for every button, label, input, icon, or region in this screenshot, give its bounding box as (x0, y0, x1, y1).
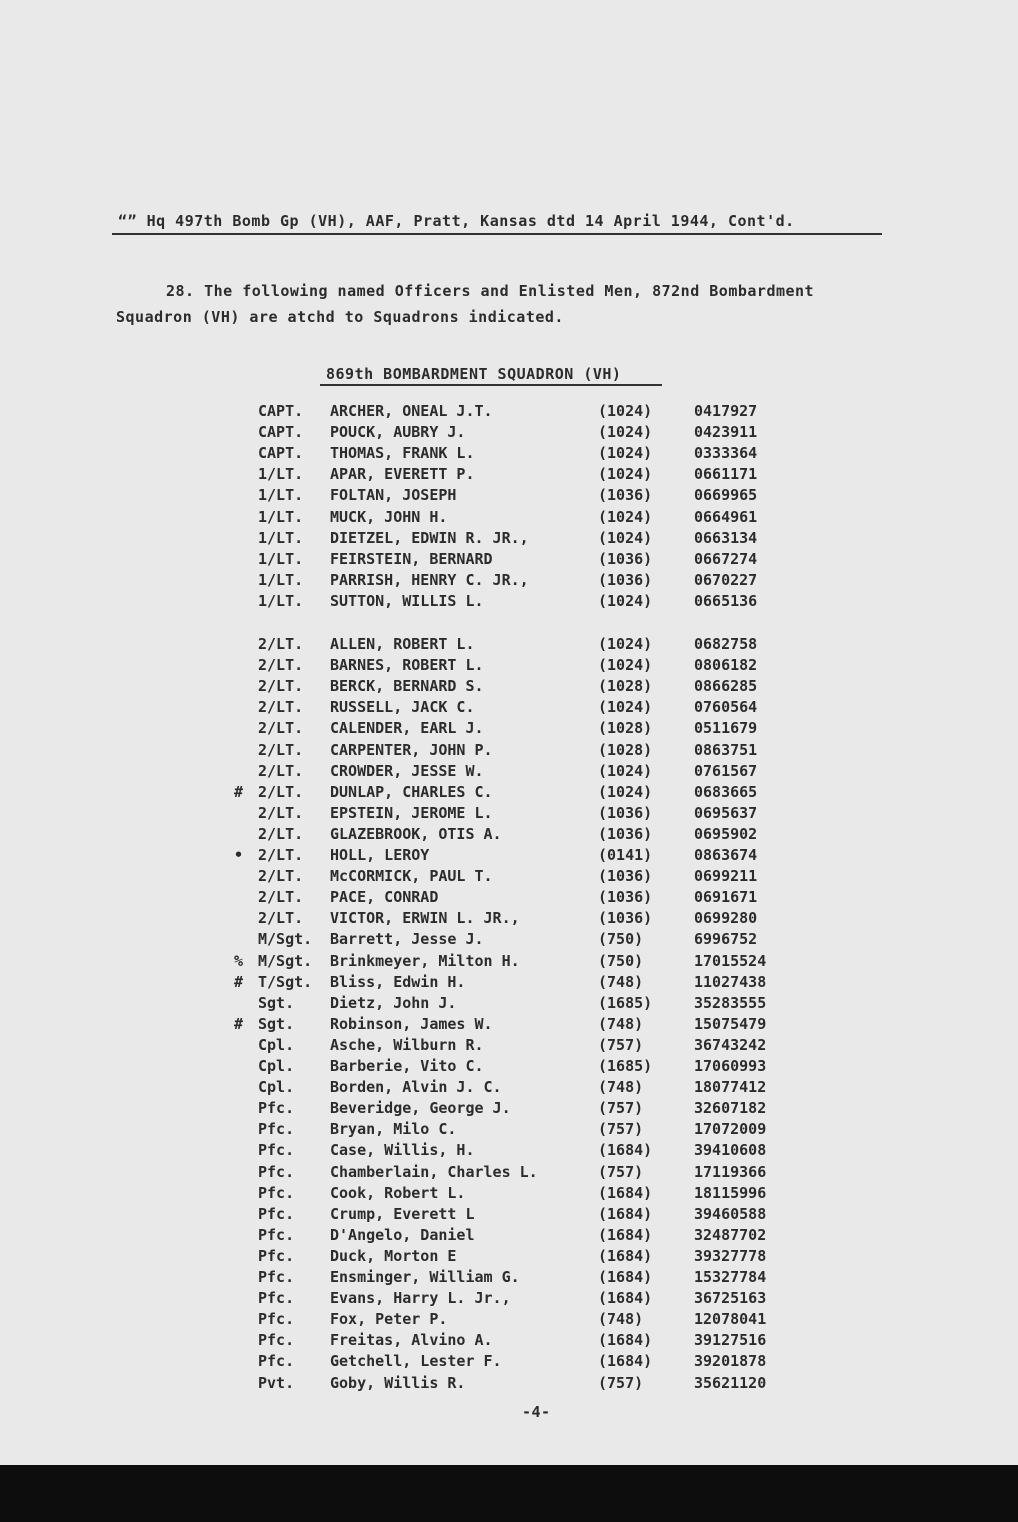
roster-code: (1685) (598, 1057, 653, 1075)
roster-serial: 0691671 (694, 888, 758, 907)
roster-serial: 0806182 (694, 656, 758, 675)
roster-serial: 0761567 (694, 761, 758, 780)
roster-name: HOLL, LEROY (330, 846, 430, 864)
roster-name: SUTTON, WILLIS L. (330, 591, 484, 610)
roster-name: DIETZEL, EDWIN R. JR., (330, 528, 529, 547)
roster-rank: 2/LT. (258, 698, 304, 717)
roster-row (0, 444, 1018, 465)
roster-row (0, 1120, 1018, 1141)
roster-code: (1024) (598, 444, 653, 463)
roster-serial: 0699280 (694, 909, 758, 928)
roster-code: (1036) (598, 549, 653, 568)
paragraph-line-2: Squadron (VH) are atchd to Squadrons indicated. (116, 308, 564, 326)
roster-serial: 0511679 (694, 719, 758, 738)
roster-code: (1024) (598, 465, 653, 484)
roster-row (0, 423, 1018, 444)
roster-code: (1024) (598, 656, 653, 675)
roster-code: (750) (598, 930, 644, 949)
roster-rank: 2/LT. (258, 846, 304, 864)
roster-code: (1024) (598, 635, 653, 653)
roster-serial: 0661171 (694, 465, 758, 484)
roster-code: (1024) (598, 528, 653, 547)
roster-serial: 12078041 (694, 1310, 767, 1329)
roster-code: (748) (598, 1310, 644, 1329)
roster-code: (1024) (598, 591, 653, 610)
roster-name: Chamberlain, Charles L. (330, 1162, 538, 1181)
roster-code: (750) (598, 951, 644, 970)
roster-row (0, 1268, 1018, 1289)
roster-serial: 0695902 (694, 824, 758, 843)
roster-code: (1684) (598, 1141, 653, 1160)
roster-row (0, 529, 1018, 550)
roster-code: (1684) (598, 1246, 653, 1265)
roster-rank: Pfc. (258, 1289, 295, 1308)
roster-mark: • (234, 846, 244, 864)
roster-name: Brinkmeyer, Milton H. (330, 951, 520, 970)
roster-rank: M/Sgt. (258, 951, 313, 970)
page-number: -4- (522, 1403, 551, 1421)
roster-serial: 0663134 (694, 528, 758, 547)
roster-serial: 32607182 (694, 1099, 767, 1118)
roster-code: (1024) (598, 698, 653, 717)
roster-code: (748) (598, 972, 644, 991)
roster-mark: # (234, 972, 244, 991)
roster-code: (1036) (598, 888, 653, 907)
roster-rank: 1/LT. (258, 570, 304, 589)
roster-code: (748) (598, 1014, 644, 1033)
roster-name: Crump, Everett L (330, 1204, 475, 1223)
roster-row (0, 402, 1018, 423)
roster-serial: 0333364 (694, 444, 758, 463)
roster-rank: 1/LT. (258, 507, 304, 526)
roster-mark: # (234, 1014, 244, 1033)
roster-rank: Sgt. (258, 993, 295, 1012)
roster-serial: 15327784 (694, 1268, 767, 1286)
roster-code: (1684) (598, 1331, 653, 1350)
roster-code: (1028) (598, 740, 653, 759)
roster-serial: 32487702 (694, 1225, 767, 1244)
roster-name: FEIRSTEIN, BERNARD (330, 549, 493, 568)
roster-serial: 39127516 (694, 1331, 767, 1350)
roster-rank: T/Sgt. (258, 972, 313, 991)
roster-serial: 35621120 (694, 1373, 767, 1392)
roster-row (0, 465, 1018, 486)
roster-name: McCORMICK, PAUL T. (330, 867, 493, 886)
roster-serial: 0760564 (694, 698, 758, 717)
roster-rank: Pfc. (258, 1246, 295, 1265)
roster-name: Getchell, Lester F. (330, 1352, 502, 1371)
roster-row (0, 698, 1018, 719)
roster-rank: 2/LT. (258, 909, 304, 928)
roster-code: (1685) (598, 993, 653, 1012)
roster-rank: Pfc. (258, 1331, 295, 1350)
roster-rank: Pfc. (258, 1310, 295, 1329)
roster-code: (1028) (598, 677, 653, 696)
roster-code: (1024) (598, 402, 653, 420)
roster-name: FOLTAN, JOSEPH (330, 486, 457, 505)
roster-code: (1684) (598, 1268, 653, 1286)
roster-name: CROWDER, JESSE W. (330, 761, 484, 780)
roster-row (0, 1078, 1018, 1099)
roster-row (0, 804, 1018, 825)
roster-serial: 39201878 (694, 1352, 767, 1371)
roster-row (0, 994, 1018, 1015)
order-header: “” Hq 497th Bomb Gp (VH), AAF, Pratt, Kansas dtd 14 April 1944, Cont'd. (118, 212, 795, 230)
roster-mark: % (234, 951, 244, 970)
roster-name: ALLEN, ROBERT L. (330, 635, 475, 653)
roster-name: RUSSELL, JACK C. (330, 698, 475, 717)
roster-serial: 17015524 (694, 951, 767, 970)
roster-row (0, 1015, 1018, 1036)
roster-serial: 0669965 (694, 486, 758, 505)
header-underline (112, 233, 882, 235)
roster-rank: Pfc. (258, 1162, 295, 1181)
roster-serial: 36743242 (694, 1035, 767, 1054)
roster-row (0, 783, 1018, 804)
paragraph-line-1: 28. The following named Officers and Enlisted Men, 872nd Bombardment (166, 282, 815, 300)
roster-code: (757) (598, 1162, 644, 1181)
roster-code: (1684) (598, 1183, 653, 1202)
roster-code: (757) (598, 1120, 644, 1139)
roster-serial: 35283555 (694, 993, 767, 1012)
roster-rank: CAPT. (258, 402, 304, 420)
roster-name: CARPENTER, JOHN P. (330, 740, 493, 759)
roster-name: CALENDER, EARL J. (330, 719, 484, 738)
roster-rank: Pvt. (258, 1373, 295, 1392)
roster-serial: 0866285 (694, 677, 758, 696)
roster-rank: 2/LT. (258, 656, 304, 675)
roster-serial: 17119366 (694, 1162, 767, 1181)
roster-rank: 1/LT. (258, 591, 304, 610)
roster-rank: Pfc. (258, 1120, 295, 1139)
roster-rank: CAPT. (258, 444, 304, 463)
roster-name: Cook, Robert L. (330, 1183, 466, 1202)
roster-row (0, 1099, 1018, 1120)
roster-name: Barberie, Vito C. (330, 1057, 484, 1075)
roster-serial: 18077412 (694, 1078, 767, 1097)
roster-row (0, 592, 1018, 613)
roster-rank: Sgt. (258, 1014, 295, 1033)
roster-serial: 0863751 (694, 740, 758, 759)
roster-row (0, 1331, 1018, 1352)
roster-name: THOMAS, FRANK L. (330, 444, 475, 463)
roster-code: (757) (598, 1099, 644, 1118)
roster-name: Evans, Harry L. Jr., (330, 1289, 511, 1308)
roster-name: Bliss, Edwin H. (330, 972, 466, 991)
roster-serial: 0683665 (694, 782, 758, 801)
roster-row (0, 1141, 1018, 1162)
roster-name: Goby, Willis R. (330, 1373, 466, 1392)
scan-bottom-border (0, 1465, 1018, 1522)
roster-name: Beveridge, George J. (330, 1099, 511, 1118)
roster-serial: 0665136 (694, 591, 758, 610)
roster-row (0, 508, 1018, 529)
roster-rank: 2/LT. (258, 740, 304, 759)
roster-row (0, 1163, 1018, 1184)
roster-rank: Pfc. (258, 1141, 295, 1160)
roster-row (0, 825, 1018, 846)
roster-rank: Pfc. (258, 1225, 295, 1244)
squadron-title: 869th BOMBARDMENT SQUADRON (VH) (326, 365, 622, 383)
roster-name: BARNES, ROBERT L. (330, 656, 484, 675)
roster-row (0, 1247, 1018, 1268)
roster-rank: 2/LT. (258, 677, 304, 696)
roster-row (0, 486, 1018, 507)
roster-code: (1028) (598, 719, 653, 738)
roster-name: Bryan, Milo C. (330, 1120, 457, 1139)
roster-name: Barrett, Jesse J. (330, 930, 484, 949)
roster-row (0, 1057, 1018, 1078)
roster-row (0, 677, 1018, 698)
roster-serial: 0664961 (694, 507, 758, 526)
roster-row (0, 1226, 1018, 1247)
roster-code: (1024) (598, 423, 653, 442)
roster-serial: 39410608 (694, 1141, 767, 1160)
roster-rank: 1/LT. (258, 528, 304, 547)
roster-rank: 2/LT. (258, 867, 304, 886)
roster-name: GLAZEBROOK, OTIS A. (330, 824, 502, 843)
roster-row (0, 1352, 1018, 1373)
roster-serial: 0670227 (694, 570, 758, 589)
roster-rank: 1/LT. (258, 486, 304, 505)
roster-code: (1036) (598, 803, 653, 822)
roster-name: Robinson, James W. (330, 1014, 493, 1033)
roster-name: VICTOR, ERWIN L. JR., (330, 909, 520, 928)
roster-serial: 39327778 (694, 1246, 767, 1265)
roster-rank: 2/LT. (258, 761, 304, 780)
roster-rank: Pfc. (258, 1268, 295, 1286)
roster-rank: Pfc. (258, 1183, 295, 1202)
roster-rank: 1/LT. (258, 465, 304, 484)
roster-row (0, 741, 1018, 762)
roster-code: (1036) (598, 867, 653, 886)
roster-code: (0141) (598, 846, 653, 864)
roster-rank: 2/LT. (258, 635, 304, 653)
roster-code: (748) (598, 1078, 644, 1097)
roster-row (0, 909, 1018, 930)
roster-row (0, 952, 1018, 973)
roster-rank: 2/LT. (258, 888, 304, 907)
roster-rank: Cpl. (258, 1035, 295, 1054)
roster-serial: 0699211 (694, 867, 758, 886)
roster-rank: Cpl. (258, 1057, 295, 1075)
roster-serial: 11027438 (694, 972, 767, 991)
roster-serial: 0667274 (694, 549, 758, 568)
roster-code: (1024) (598, 507, 653, 526)
roster-rank: Pfc. (258, 1352, 295, 1371)
roster-code: (1036) (598, 909, 653, 928)
roster-serial: 17072009 (694, 1120, 767, 1139)
roster-name: D'Angelo, Daniel (330, 1225, 475, 1244)
roster-code: (1684) (598, 1352, 653, 1371)
roster-rank: 1/LT. (258, 549, 304, 568)
roster-name: Freitas, Alvino A. (330, 1331, 493, 1350)
roster-rank: M/Sgt. (258, 930, 313, 949)
roster-row (0, 867, 1018, 888)
roster-row (0, 1036, 1018, 1057)
roster-code: (1036) (598, 824, 653, 843)
roster-rank: Pfc. (258, 1204, 295, 1223)
squadron-title-underline (320, 384, 662, 386)
roster-mark: # (234, 782, 244, 801)
roster-name: Duck, Morton E (330, 1246, 457, 1265)
roster-row (0, 656, 1018, 677)
roster-serial: 0423911 (694, 423, 758, 442)
roster-rank: 2/LT. (258, 719, 304, 738)
roster-name: APAR, EVERETT P. (330, 465, 475, 484)
roster-code: (1684) (598, 1204, 653, 1223)
roster-name: DUNLAP, CHARLES C. (330, 782, 493, 801)
roster-code: (1024) (598, 782, 653, 801)
roster-name: EPSTEIN, JEROME L. (330, 803, 493, 822)
roster-rank: 2/LT. (258, 782, 304, 801)
roster-row (0, 762, 1018, 783)
roster-row (0, 550, 1018, 571)
roster-row (0, 1205, 1018, 1226)
roster-serial: 0695637 (694, 803, 758, 822)
roster-code: (1024) (598, 761, 653, 780)
roster-code: (757) (598, 1035, 644, 1054)
roster-serial: 0417927 (694, 402, 758, 420)
roster-name: Asche, Wilburn R. (330, 1035, 484, 1054)
roster-row (0, 571, 1018, 592)
roster-serial: 0863674 (694, 846, 758, 864)
roster-row (0, 719, 1018, 740)
roster-serial: 17060993 (694, 1057, 767, 1075)
roster-name: POUCK, AUBRY J. (330, 423, 466, 442)
roster-rank: 2/LT. (258, 803, 304, 822)
roster-name: MUCK, JOHN H. (330, 507, 448, 526)
roster-code: (1684) (598, 1289, 653, 1308)
roster-row (0, 1184, 1018, 1205)
roster-name: Ensminger, William G. (330, 1268, 520, 1286)
roster-serial: 39460588 (694, 1204, 767, 1223)
roster-rank: Pfc. (258, 1099, 295, 1118)
roster-rank: 2/LT. (258, 824, 304, 843)
roster-row (0, 846, 1018, 867)
roster-row (0, 930, 1018, 951)
roster-serial: 6996752 (694, 930, 758, 949)
roster-name: Borden, Alvin J. C. (330, 1078, 502, 1097)
roster-code: (1684) (598, 1225, 653, 1244)
roster-code: (1036) (598, 570, 653, 589)
roster-serial: 0682758 (694, 635, 758, 653)
roster-name: Case, Willis, H. (330, 1141, 475, 1160)
roster-rank: Cpl. (258, 1078, 295, 1097)
roster-serial: 18115996 (694, 1183, 767, 1202)
roster-row (0, 888, 1018, 909)
roster-serial: 36725163 (694, 1289, 767, 1308)
roster-row (0, 1310, 1018, 1331)
roster-serial: 15075479 (694, 1014, 767, 1033)
roster-row (0, 1374, 1018, 1395)
roster-code: (1036) (598, 486, 653, 505)
roster-row (0, 1289, 1018, 1310)
roster-row (0, 635, 1018, 656)
roster-rank: CAPT. (258, 423, 304, 442)
roster-name: ARCHER, ONEAL J.T. (330, 402, 493, 420)
roster-name: PARRISH, HENRY C. JR., (330, 570, 529, 589)
roster-name: BERCK, BERNARD S. (330, 677, 484, 696)
roster-name: PACE, CONRAD (330, 888, 439, 907)
roster-code: (757) (598, 1373, 644, 1392)
roster-name: Fox, Peter P. (330, 1310, 448, 1329)
roster-row (0, 973, 1018, 994)
roster-name: Dietz, John J. (330, 993, 457, 1012)
